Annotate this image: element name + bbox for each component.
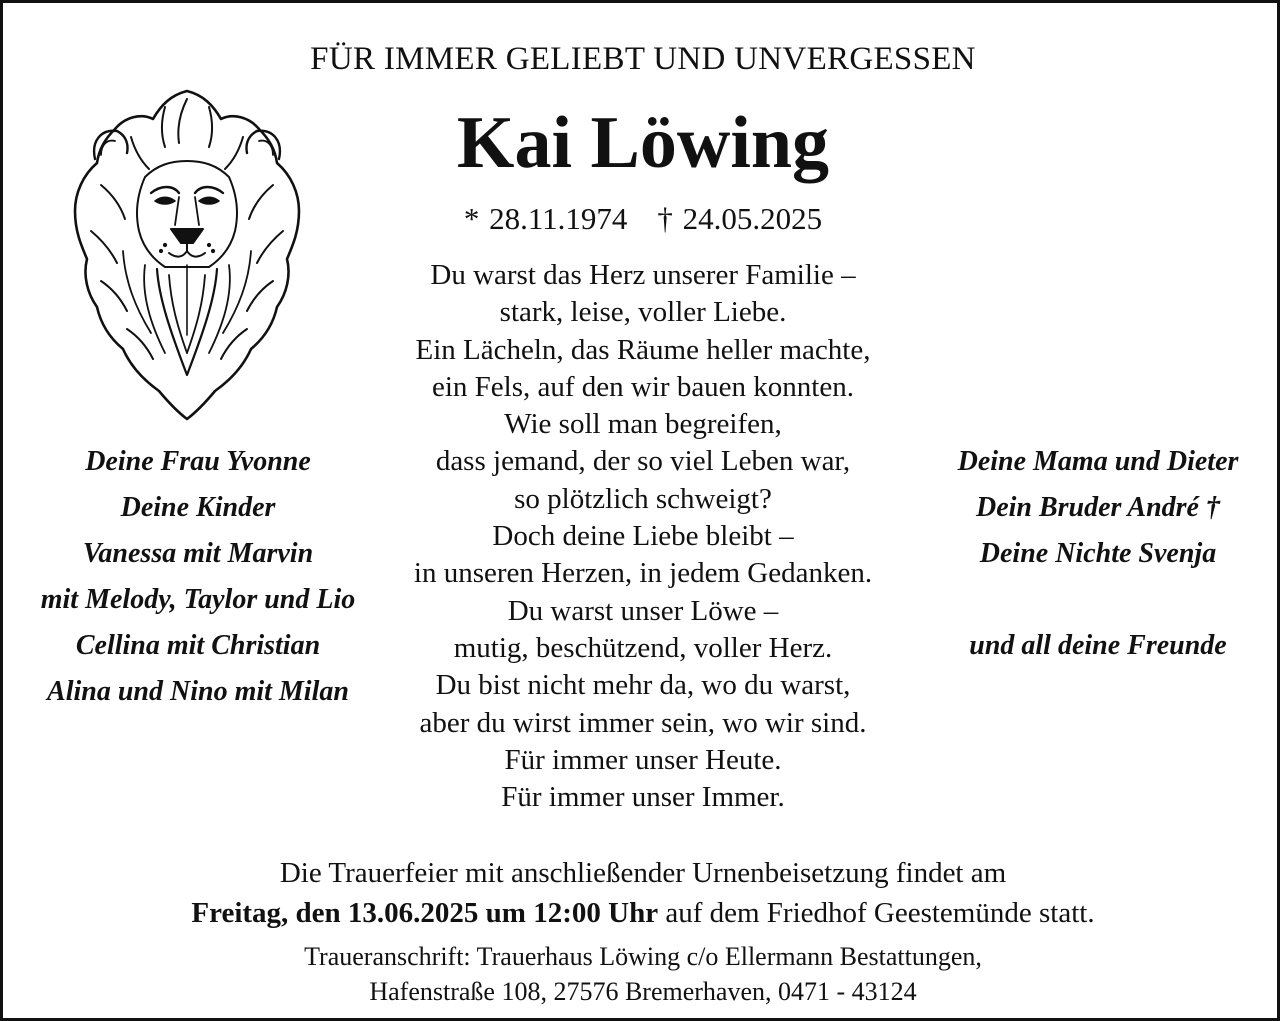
funeral-location: auf dem Friedhof Geestemünde statt. <box>658 897 1095 929</box>
poem-line: Du warst unser Löwe – <box>507 594 779 627</box>
mourners-left <box>13 439 383 715</box>
mourning-address <box>3 939 1280 1009</box>
poem-line: Du bist nicht mehr da, wo du warst, <box>435 669 851 702</box>
mourner-line: und all deine Freunde <box>969 630 1227 661</box>
mourner-line: Dein Bruder André † <box>975 492 1220 523</box>
obituary-heading: FÜR IMMER GELIEBT UND UNVERGESSEN <box>310 41 976 77</box>
mourner-line: mit Melody, Taylor und Lio <box>40 584 356 615</box>
lion-head-icon <box>61 85 313 423</box>
mourner-line: Cellina mit Christian <box>75 630 321 661</box>
poem <box>333 257 953 816</box>
mourner-line: Deine Kinder <box>120 492 276 523</box>
poem-line: dass jemand, der so viel Leben war, <box>435 445 851 478</box>
address-line-2: Hafenstraße 108, 27576 Bremerhaven, 0471 - 43124 <box>369 977 917 1006</box>
funeral-notice <box>3 853 1280 933</box>
poem-line: Doch deine Liebe bleibt – <box>492 520 794 553</box>
poem-line: Ein Lächeln, das Räume heller machte, <box>415 333 871 366</box>
mourner-line: Deine Nichte Svenja <box>979 538 1217 569</box>
birth-date: * 28.11.1974 <box>463 201 628 236</box>
poem-line: stark, leise, voller Liebe. <box>499 296 787 329</box>
address-line-1: Traueranschrift: Trauerhaus Löwing c/o Ellermann Bestattungen, <box>304 942 982 971</box>
funeral-date: Freitag, den 13.06.2025 um 12:00 Uhr <box>191 897 659 929</box>
poem-line: ein Fels, auf den wir bauen konnten. <box>431 370 854 403</box>
poem-line: in unseren Herzen, in jedem Gedanken. <box>413 557 873 590</box>
funeral-line-2 <box>3 893 1280 933</box>
mourner-line: Alina und Nino mit Milan <box>47 676 349 707</box>
poem-line: Du warst das Herz unserer Familie – <box>430 259 856 291</box>
poem-line: Wie soll man begreifen, <box>504 408 782 441</box>
poem-line: aber du wirst immer sein, wo wir sind. <box>419 706 867 739</box>
mourner-line: Vanessa mit Marvin <box>82 538 314 569</box>
poem-line: Für immer unser Heute. <box>504 743 782 776</box>
poem-line: Für immer unser Immer. <box>501 781 785 814</box>
funeral-line-1: Die Trauerfeier mit anschließender Urnenbeisetzung findet am <box>279 857 1007 889</box>
deceased-name: Kai Löwing <box>456 102 830 184</box>
mourner-line: Deine Frau Yvonne <box>85 446 311 477</box>
mourner-spacer <box>928 577 1268 623</box>
poem-line: so plötzlich schweigt? <box>514 482 772 515</box>
mourner-line: Deine Mama und Dieter <box>957 446 1239 477</box>
mourners-right <box>928 439 1268 669</box>
death-date: † 24.05.2025 <box>657 201 823 236</box>
poem-line: mutig, beschützend, voller Herz. <box>453 631 833 664</box>
